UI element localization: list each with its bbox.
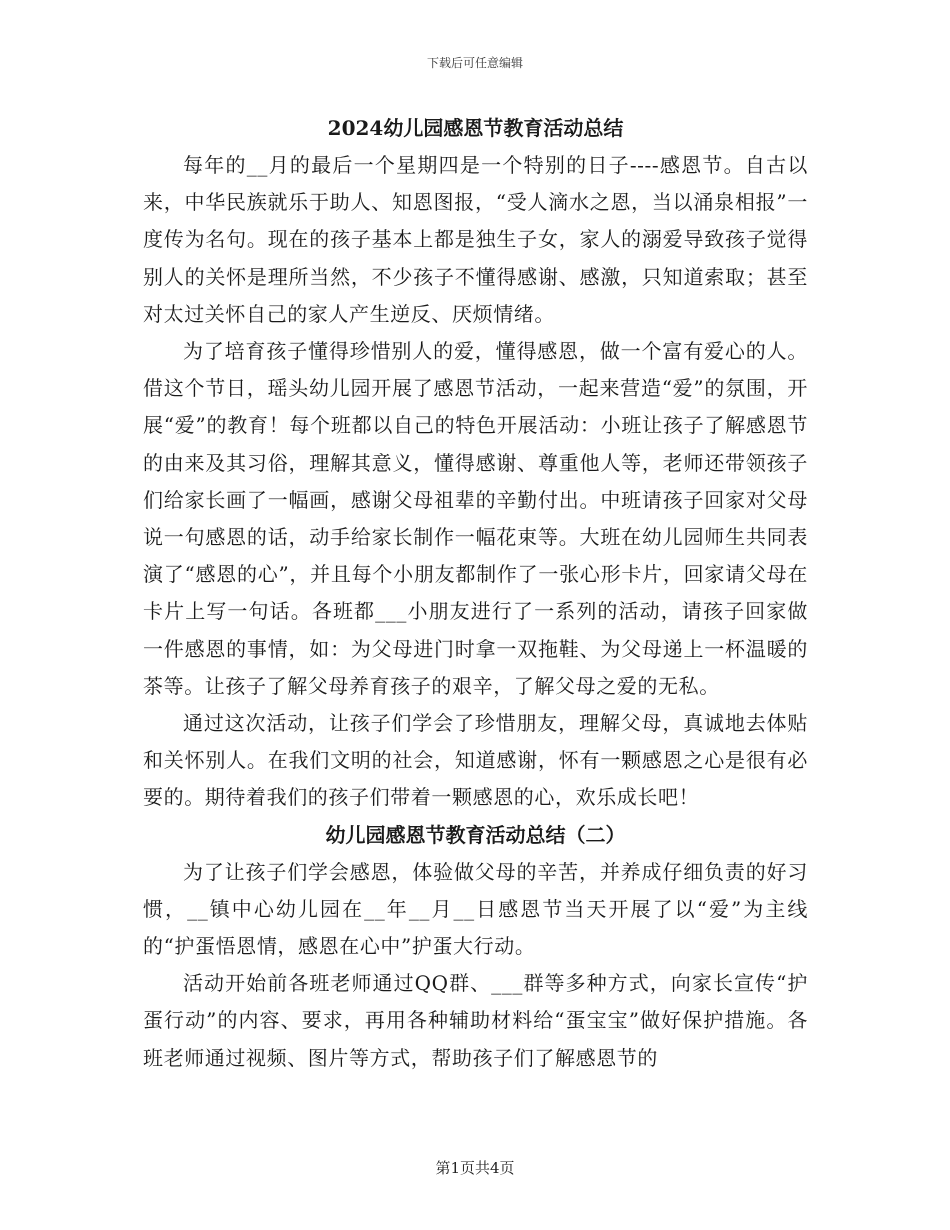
document-title: 2024幼儿园感恩节教育活动总结 (327, 116, 624, 140)
paragraph-1: 每年的__月的最后一个星期四是一个特别的日子----感恩节。自古以来，中华民族就乐于助人、知恩图报，“受人滴水之恩，当以涌泉相报”一度传为名句。现在的孩子基本上都是独生子女，家人的溺爱导致孩子觉得别人的关怀是理所当然，不少孩子不懂得感谢、感激，只知道索取；甚至对太过关怀自己的家人产生逆反、厌烦情绪。 (143, 153, 808, 326)
paragraph-3: 通过这次活动，让孩子们学会了珍惜朋友，理解父母，真诚地去体贴和关怀别人。在我们文明的社会，知道感谢，怀有一颗感恩之心是很有必要的。期待着我们的孩子们带着一颗感恩的心，欢乐成长吧！ (143, 711, 808, 810)
header-note: 下载后可任意编辑 (426, 56, 523, 70)
page-number: 第1页共4页 (435, 1159, 515, 1177)
paragraph-5: 活动开始前各班老师通过QQ群、___群等多种方式，向家长宣传“护蛋行动”的内容、要求，再用各种辅助材料给“蛋宝宝”做好保护措施。各班老师通过视频、图片等方式，帮助孩子们了解感恩节的 (143, 971, 808, 1070)
document-body (143, 110, 808, 1077)
paragraph-4: 为了让孩子们学会感恩，体验做父母的辛苦，并养成仔细负责的好习惯，__镇中心幼儿园在__年__月__日感恩节当天开展了以“爱”为主线的“护蛋悟恩情，感恩在心中”护蛋大行动。 (143, 859, 808, 959)
section-title-2: 幼儿园感恩节教育活动总结（二） (325, 822, 626, 847)
paragraph-2: 为了培育孩子懂得珍惜别人的爱，懂得感恩，做一个富有爱心的人。借这个节日，瑶头幼儿园开展了感恩节活动，一起来营造“爱”的氛围，开展“爱”的教育！每个班都以自己的特色开展活动：小班让孩子了解感恩节的由来及其习俗，理解其意义，懂得感谢、尊重他人等，老师还带领孩子们给家长画了一幅画，感谢父母祖辈的辛勤付出。中班请孩子回家对父母说一句感恩的话，动手给家长制作一幅花束等。大班在幼儿园师生共同表演了“感恩的心”，并且每个小朋友都制作了一张心形卡片，回家请父母在卡片上写一句话。各班都___小朋友进行了一系列的活动，请孩子回家做一件感恩的事情，如：为父母进门时拿一双拖鞋、为父母递上一杯温暖的茶等。让孩子了解父母养育孩子的艰辛，了解父母之爱的无私。 (143, 339, 808, 698)
